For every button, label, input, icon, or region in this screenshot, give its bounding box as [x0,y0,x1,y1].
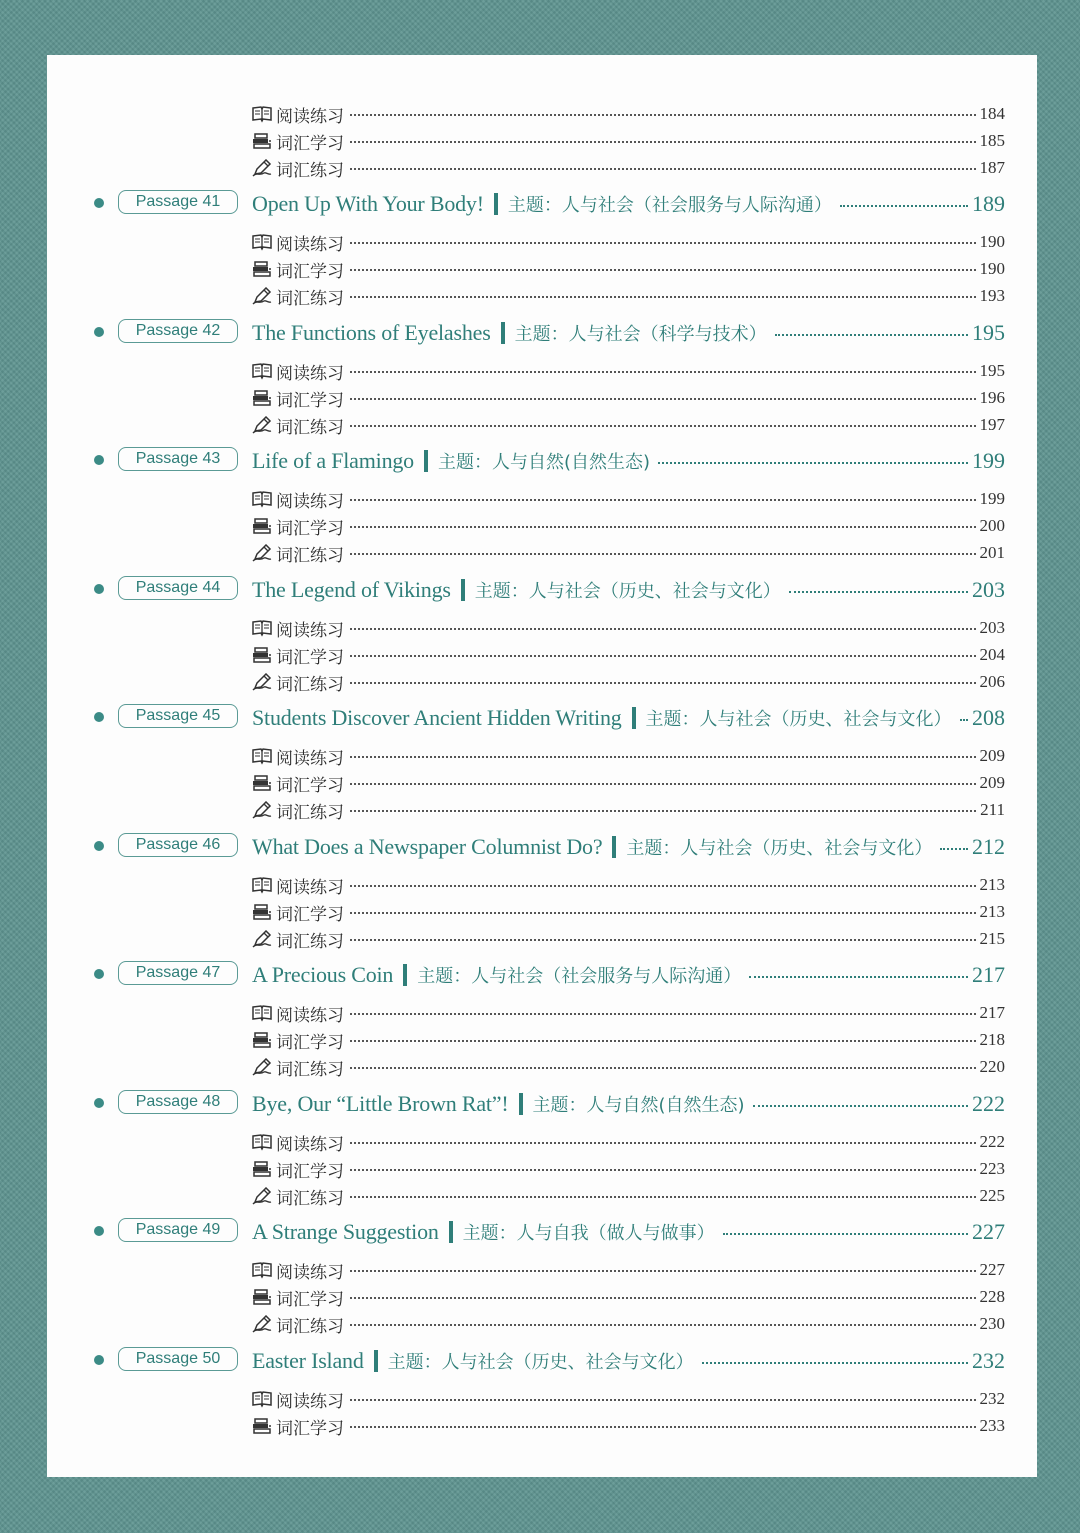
sub-entry-label: 阅读练习 [276,877,344,898]
passage-theme: 主题：人与自然(自然生态) [437,452,651,473]
sub-entry-vocab-learn[interactable] [252,1157,1005,1181]
page-number: 222 [972,1091,1005,1116]
sub-entry-vocab-practice[interactable] [252,927,1005,951]
book-stack-icon [252,260,272,278]
toc-entry-passage[interactable] [47,1344,1005,1378]
page-number: 228 [979,1287,1005,1306]
bullet-dot [94,712,104,722]
passage-title: What Does a Newspaper Columnist Do? [252,834,603,859]
passage-badge: Passage 50 [118,1347,238,1371]
pencil-write-icon [252,1315,272,1333]
toc-entry-passage[interactable] [47,1215,1005,1249]
passage-badge: Passage 49 [118,1218,238,1242]
pencil-write-icon [252,416,272,434]
book-stack-icon [252,389,272,407]
passage-theme: 主题：人与社会（历史、社会与文化） [645,709,952,730]
book-stack-icon [252,646,272,664]
sub-entry-reading[interactable] [252,616,1005,640]
open-book-icon [252,362,272,380]
pencil-write-icon [252,801,272,819]
sub-entry-label: 词汇练习 [276,1059,344,1080]
pencil-write-icon [252,1058,272,1076]
book-stack-icon [252,903,272,921]
pencil-write-icon [252,1187,272,1205]
pencil-write-icon [252,159,272,177]
toc-entry-passage[interactable] [47,573,1005,607]
page-number: 185 [979,131,1005,150]
sub-entry-label: 阅读练习 [276,1391,344,1412]
separator-bar [519,1093,523,1115]
book-stack-icon [252,1417,272,1435]
sub-entry-label: 词汇练习 [276,545,344,566]
dot-leader [350,1067,976,1069]
dot-leader [350,783,976,785]
sub-entry-label: 词汇学习 [276,261,344,282]
sub-entry-vocab-practice[interactable] [252,1055,1005,1079]
sub-entry-reading[interactable] [252,102,1005,126]
sub-entry-reading[interactable] [252,230,1005,254]
sub-entry-label: 词汇学习 [276,1418,344,1439]
passage-badge: Passage 46 [118,833,238,857]
bullet-dot [94,455,104,465]
dot-leader [350,682,976,684]
toc-entry-passage[interactable] [47,1087,1005,1121]
sub-entry-vocab-learn[interactable] [252,1028,1005,1052]
page-number: 206 [979,672,1005,691]
dot-leader [350,1196,976,1198]
sub-entry-reading[interactable] [252,1130,1005,1154]
bullet-dot [94,1355,104,1365]
sub-entry-vocab-practice[interactable] [252,541,1005,565]
dot-leader [350,1013,976,1015]
dot-leader [350,628,976,630]
sub-entry-reading[interactable] [252,1258,1005,1282]
separator-bar [449,1221,453,1243]
bullet-dot [94,969,104,979]
sub-entry-label: 阅读练习 [276,748,344,769]
page-number: 218 [979,1030,1005,1049]
page-number: 208 [972,705,1005,730]
separator-bar [494,193,498,215]
page-number: 222 [979,1132,1005,1151]
passage-heading [252,701,1005,735]
page-number: 203 [972,577,1005,602]
sub-entry-label: 词汇练习 [276,674,344,695]
dot-leader [723,1233,968,1235]
sub-entry-label: 词汇学习 [276,775,344,796]
page-number: 200 [979,516,1005,535]
book-stack-icon [252,1288,272,1306]
dot-leader [350,885,976,887]
passage-heading [252,958,1005,992]
bullet-dot [94,1098,104,1108]
page-number: 195 [972,320,1005,345]
page-number: 212 [972,834,1005,859]
passage-theme: 主题：人与社会（历史、社会与文化） [474,581,781,602]
sub-entry-label: 词汇练习 [276,1188,344,1209]
sub-entry-label: 阅读练习 [276,363,344,384]
toc-entry-passage[interactable] [47,958,1005,992]
page-number: 213 [979,875,1005,894]
pencil-write-icon [252,287,272,305]
toc-page [47,55,1037,1477]
passage-theme: 主题：人与社会（科学与技术） [514,324,767,345]
dot-leader [350,371,976,373]
passage-title: Students Discover Ancient Hidden Writing [252,705,622,730]
sub-entry-label: 词汇学习 [276,518,344,539]
page-number: 230 [979,1314,1005,1333]
dot-leader [658,462,968,464]
sub-entry-label: 词汇学习 [276,904,344,925]
page-number: 201 [979,543,1005,562]
bullet-dot [94,584,104,594]
page-number: 217 [979,1003,1005,1022]
open-book-icon [252,1390,272,1408]
book-stack-icon [252,517,272,535]
open-book-icon [252,876,272,894]
sub-entry-label: 词汇学习 [276,133,344,154]
page-number: 204 [979,645,1005,664]
page-number: 190 [979,259,1005,278]
pencil-write-icon [252,930,272,948]
passage-heading [252,187,1005,221]
dot-leader [350,655,976,657]
book-stack-icon [252,132,272,150]
open-book-icon [252,233,272,251]
passage-heading [252,444,1005,478]
sub-entry-label: 阅读练习 [276,491,344,512]
dot-leader [350,1399,976,1401]
passage-theme: 主题：人与自然(自然生态) [532,1095,745,1116]
open-book-icon [252,105,272,123]
dot-leader [775,334,968,336]
passage-title: A Precious Coin [252,962,394,987]
sub-entry-label: 阅读练习 [276,1005,344,1026]
open-book-icon [252,747,272,765]
passage-heading [252,316,1005,350]
passage-badge: Passage 44 [118,576,238,600]
toc-entry-passage[interactable] [47,316,1005,350]
sub-entry-label: 词汇练习 [276,160,344,181]
sub-entry-reading[interactable] [252,1387,1005,1411]
passage-badge: Passage 47 [118,961,238,985]
dot-leader [350,553,976,555]
sub-entry-vocab-practice[interactable] [252,798,1005,822]
page-number: 232 [972,1348,1005,1373]
passage-heading [252,830,1005,864]
sub-entry-vocab-learn[interactable] [252,1414,1005,1438]
passage-theme: 主题：人与社会（社会服务与人际沟通） [417,966,742,987]
passage-heading [252,1087,1005,1121]
book-stack-icon [252,1031,272,1049]
dot-leader [702,1362,968,1364]
bullet-dot [94,1226,104,1236]
toc-entry-passage[interactable] [47,187,1005,221]
passage-badge: Passage 43 [118,447,238,471]
page-number: 187 [979,158,1005,177]
passage-badge: Passage 48 [118,1090,238,1114]
dot-leader [350,526,976,528]
sub-entry-label: 词汇学习 [276,390,344,411]
page-number: 223 [979,1159,1005,1178]
page-number: 195 [979,361,1005,380]
sub-entry-vocab-learn[interactable] [252,1285,1005,1309]
page-number: 225 [979,1186,1005,1205]
page-number: 199 [979,489,1005,508]
dot-leader [350,168,976,170]
open-book-icon [252,1261,272,1279]
sub-entry-vocab-practice[interactable] [252,156,1005,180]
sub-entry-label: 词汇练习 [276,802,344,823]
dot-leader [350,1297,976,1299]
dot-leader [350,1040,976,1042]
sub-entry-vocab-learn[interactable] [252,514,1005,538]
dot-leader [940,848,968,850]
page-number: 193 [979,286,1005,305]
page-number: 213 [979,902,1005,921]
sub-entry-vocab-learn[interactable] [252,771,1005,795]
sub-entry-label: 阅读练习 [276,1262,344,1283]
sub-entry-reading[interactable] [252,1001,1005,1025]
passage-title: Bye, Our “Little Brown Rat”! [252,1091,509,1116]
separator-bar [403,964,407,986]
sub-entry-label: 词汇学习 [276,1032,344,1053]
bullet-dot [94,327,104,337]
book-stack-icon [252,774,272,792]
dot-leader [350,912,976,914]
page-number: 233 [979,1416,1005,1435]
sub-entry-reading[interactable] [252,873,1005,897]
passage-theme: 主题：人与社会（社会服务与人际沟通） [507,195,832,216]
dot-leader [350,114,976,116]
dot-leader [350,269,976,271]
dot-leader [350,1169,976,1171]
sub-entry-vocab-learn[interactable] [252,900,1005,924]
dot-leader [350,756,976,758]
toc-entry-passage[interactable] [47,830,1005,864]
passage-heading [252,1344,1005,1378]
dot-leader [350,242,976,244]
dot-leader [350,939,976,941]
page-number: 227 [972,1219,1005,1244]
open-book-icon [252,490,272,508]
sub-entry-label: 词汇练习 [276,288,344,309]
sub-entry-label: 词汇学习 [276,647,344,668]
sub-entry-vocab-practice[interactable] [252,284,1005,308]
separator-bar [501,322,505,344]
sub-entry-vocab-learn[interactable] [252,129,1005,153]
passage-title: Life of a Flamingo [252,448,414,473]
sub-entry-vocab-practice[interactable] [252,670,1005,694]
passage-title: Open Up With Your Body! [252,191,484,216]
dot-leader [350,499,976,501]
sub-entry-label: 阅读练习 [276,106,344,127]
separator-bar [632,707,636,729]
separator-bar [374,1350,378,1372]
dot-leader [350,1426,976,1428]
open-book-icon [252,1004,272,1022]
sub-entry-reading[interactable] [252,359,1005,383]
pencil-write-icon [252,673,272,691]
sub-entry-label: 词汇学习 [276,1289,344,1310]
sub-entry-label: 词汇练习 [276,1316,344,1337]
sub-entry-vocab-practice[interactable] [252,1184,1005,1208]
dot-leader [350,296,976,298]
sub-entry-label: 词汇练习 [276,417,344,438]
page-number: 199 [972,448,1005,473]
passage-theme: 主题：人与社会（历史、社会与文化） [626,838,933,859]
passage-theme: 主题：人与社会（历史、社会与文化） [387,1352,694,1373]
book-stack-icon [252,1160,272,1178]
page-number: 215 [979,929,1005,948]
sub-entry-vocab-practice[interactable] [252,1312,1005,1336]
passage-theme: 主题：人与自我（做人与做事） [462,1223,715,1244]
sub-entry-reading[interactable] [252,744,1005,768]
page-number: 227 [979,1260,1005,1279]
page-number: 196 [979,388,1005,407]
dot-leader [350,810,976,812]
page-number: 209 [979,746,1005,765]
dot-leader [789,591,968,593]
separator-bar [424,450,428,472]
dot-leader [350,141,976,143]
open-book-icon [252,619,272,637]
sub-entry-vocab-practice[interactable] [252,413,1005,437]
dot-leader [350,1324,976,1326]
sub-entry-label: 阅读练习 [276,234,344,255]
passage-title: Easter Island [252,1348,364,1373]
sub-entry-label: 词汇练习 [276,931,344,952]
sub-entry-label: 阅读练习 [276,620,344,641]
sub-entry-label: 阅读练习 [276,1134,344,1155]
sub-entry-vocab-learn[interactable] [252,386,1005,410]
dot-leader [350,398,976,400]
sub-entry-vocab-learn[interactable] [252,643,1005,667]
dot-leader [350,425,976,427]
sub-entry-reading[interactable] [252,487,1005,511]
dot-leader [749,976,968,978]
passage-title: The Functions of Eyelashes [252,320,491,345]
dot-leader [960,719,968,721]
page-number: 189 [972,191,1005,216]
passage-heading [252,1215,1005,1249]
toc-entry-passage[interactable] [47,444,1005,478]
sub-entry-label: 词汇学习 [276,1161,344,1182]
page-number: 232 [979,1389,1005,1408]
pencil-write-icon [252,544,272,562]
bullet-dot [94,198,104,208]
page-number: 209 [979,773,1005,792]
separator-bar [612,836,616,858]
bullet-dot [94,841,104,851]
page-number: 197 [979,415,1005,434]
dot-leader [350,1270,976,1272]
separator-bar [461,579,465,601]
passage-badge: Passage 45 [118,704,238,728]
passage-title: A Strange Suggestion [252,1219,439,1244]
passage-title: The Legend of Vikings [252,577,451,602]
passage-heading [252,573,1005,607]
page-number: 203 [979,618,1005,637]
sub-entry-vocab-learn[interactable] [252,257,1005,281]
dot-leader [753,1105,968,1107]
open-book-icon [252,1133,272,1151]
page-number: 211 [980,800,1005,819]
page-number: 184 [979,104,1005,123]
page-number: 190 [979,232,1005,251]
page-number: 217 [972,962,1005,987]
dot-leader [350,1142,976,1144]
page-number: 220 [979,1057,1005,1076]
toc-entry-passage[interactable] [47,701,1005,735]
passage-badge: Passage 41 [118,190,238,214]
passage-badge: Passage 42 [118,319,238,343]
dot-leader [840,205,968,207]
